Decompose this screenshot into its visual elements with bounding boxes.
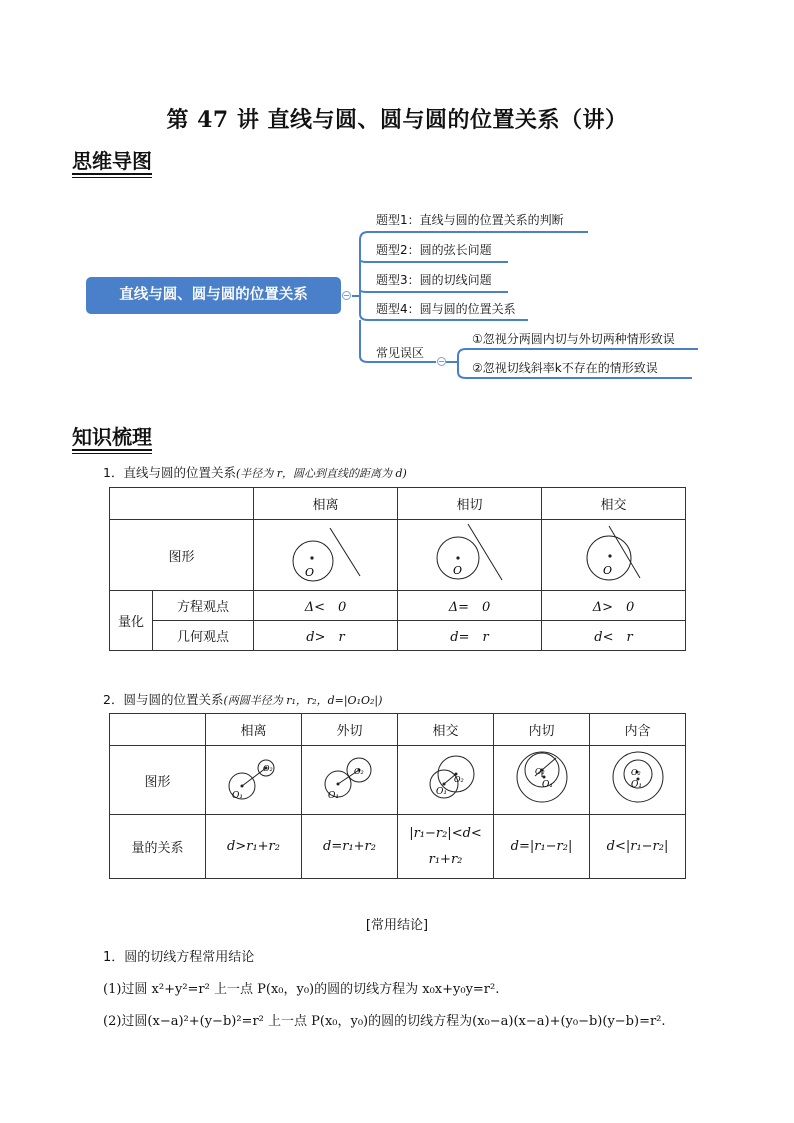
geometry-tangent: d= r	[398, 621, 542, 651]
mindmap-branch-4: 题型4：圆与圆的位置关系	[376, 302, 516, 316]
row-label-figure: 图形	[110, 520, 254, 591]
line-circle-table	[109, 487, 686, 651]
equation-intersect: Δ> 0	[542, 591, 686, 621]
row-label-equation: 方程观点	[153, 591, 254, 621]
figure-tangent	[398, 520, 542, 591]
table-corner	[110, 714, 206, 746]
figure-line-intersect	[542, 520, 686, 586]
row-label-figure: 图形	[110, 746, 206, 815]
relation-separate: d>r₁+r₂	[206, 815, 302, 879]
o2-label: O₂	[454, 775, 464, 784]
mindmap-root: 直线与圆、圆与圆的位置关系	[86, 277, 341, 314]
equation-separate: Δ< 0	[254, 591, 398, 621]
o1-label: O₁	[631, 780, 642, 790]
figure-contained	[590, 746, 686, 815]
center-label: O	[453, 564, 463, 577]
conclusion-line-1: (1)过圆 x²+y²=r² 上一点 P(x₀，y₀)的圆的切线方程为 x₀x+y₀y=r².	[103, 982, 500, 997]
row-group-quantify: 量化	[110, 591, 153, 651]
collapse-toggle-icon[interactable]	[437, 357, 446, 366]
part2-heading-main: 2．圆与圆的位置关系	[103, 692, 224, 707]
figure-circles-contained	[590, 746, 686, 810]
conclusions-heading: [常用结论]	[365, 918, 429, 933]
relation-contained: d<|r₁−r₂|	[590, 815, 686, 879]
figure-circles-separate	[206, 746, 302, 810]
col-header-tangent: 相切	[398, 488, 542, 520]
figure-external-tangent	[302, 746, 398, 815]
figure-separate	[206, 746, 302, 815]
table-corner	[110, 488, 254, 520]
mindmap-branch-2: 题型2：圆的弦长问题	[376, 243, 492, 257]
mindmap-mistake-1: ①忽视分两圆内切与外切两种情形致误	[472, 332, 675, 346]
col-header-separate: 相离	[254, 488, 398, 520]
o1-label: O₁	[232, 791, 243, 801]
figure-circles-intersect	[398, 746, 494, 810]
part1-heading-main: 1．直线与圆的位置关系	[103, 465, 236, 480]
relation-intersect-line2: r₁+r₂	[428, 851, 463, 867]
relation-external-tangent: d=r₁+r₂	[302, 815, 398, 879]
o2-label: O₂	[535, 767, 545, 776]
part2-heading	[103, 690, 382, 708]
row-label-relation: 量的关系	[110, 815, 206, 879]
row-label-geometry: 几何观点	[153, 621, 254, 651]
page-title: 第 47 讲 直线与圆、圆与圆的位置关系（讲）	[166, 107, 628, 133]
o2-label: O₂	[354, 767, 364, 776]
relation-intersect	[398, 815, 494, 879]
o2-label: O₂	[631, 768, 641, 777]
figure-circles-external-tangent	[302, 746, 398, 810]
geometry-separate: d> r	[254, 621, 398, 651]
relation-intersect-line1: |r₁−r₂|<d<	[409, 825, 482, 841]
conclusion-item-1: 1．圆的切线方程常用结论	[103, 950, 255, 965]
part1-heading-note: (半径为 r，圆心到直线的距离为 d)	[235, 467, 407, 480]
col-header-internal-tangent: 内切	[494, 714, 590, 746]
mindmap-branch-5: 常见误区	[376, 346, 425, 360]
o1-label: O₁	[328, 791, 339, 801]
center-label: O	[305, 566, 315, 579]
mindmap-mistake-2: ②忽视切线斜率k不存在的情形致误	[472, 361, 658, 375]
col-header-separate: 相离	[206, 714, 302, 746]
figure-separate	[254, 520, 398, 591]
figure-line-separate	[254, 520, 398, 586]
figure-circles-internal-tangent	[494, 746, 590, 810]
geometry-intersect: d< r	[542, 621, 686, 651]
col-header-intersect: 相交	[542, 488, 686, 520]
knowledge-heading: 知识梳理	[72, 425, 152, 449]
equation-tangent: Δ= 0	[398, 591, 542, 621]
figure-internal-tangent	[494, 746, 590, 815]
center-label: O	[603, 564, 613, 577]
o1-label: O₁	[542, 780, 553, 790]
col-header-external-tangent: 外切	[302, 714, 398, 746]
mindmap-branch-3: 题型3：圆的切线问题	[376, 273, 492, 287]
relation-internal-tangent: d=|r₁−r₂|	[494, 815, 590, 879]
part2-heading-note: (两圆半径为 r₁，r₂，d=|O₁O₂|)	[223, 694, 383, 707]
o1-label: O₁	[436, 787, 447, 797]
col-header-contained: 内含	[590, 714, 686, 746]
conclusion-line-2: (2)过圆(x−a)²+(y−b)²=r² 上一点 P(x₀，y₀)的圆的切线方程为(x₀−a)(x−a)+(y₀−b)(y−b)=r².	[103, 1014, 666, 1029]
figure-intersect	[398, 746, 494, 815]
part1-heading	[103, 463, 407, 481]
mindmap-heading: 思维导图	[72, 149, 152, 173]
figure-intersect	[542, 520, 686, 591]
circle-circle-table	[109, 713, 686, 879]
o2-label: O₂	[263, 764, 273, 773]
col-header-intersect: 相交	[398, 714, 494, 746]
figure-line-tangent	[398, 520, 542, 586]
mindmap-branch-1: 题型1：直线与圆的位置关系的判断	[376, 213, 564, 227]
